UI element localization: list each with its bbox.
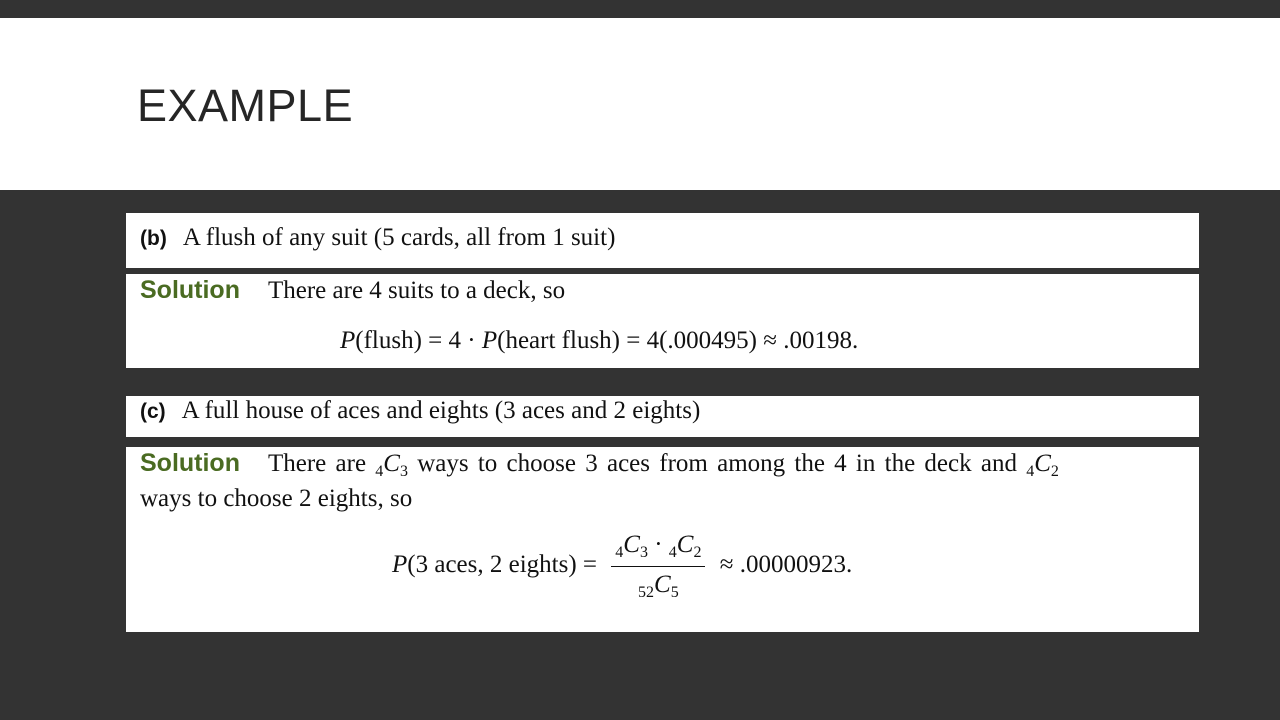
full-house-equation: P(3 aces, 2 eights) = $\frac{_4C_3 \cdot _4C_2}{_{52}C_5}$ ≈ .00000923. [392, 531, 853, 601]
top-bar [0, 0, 1280, 18]
part-c-question-box [126, 396, 1199, 437]
part-b-solution-box [126, 274, 1199, 368]
solution-text: There are 4 suits to a deck, so [267, 277, 566, 304]
flush-equation: P(flush) = 4 · P(heart flush) = 4(.000495) ≈ .00198. [340, 327, 859, 354]
slide-header [0, 18, 1280, 190]
solution-label: Solution [140, 449, 240, 477]
solution-text: Solution There are $_4C_3$ ways to choose 3 aces from among the 4 in the deck and $_4C_2$ [140, 449, 1059, 480]
question-text: A full house of aces and eights (3 aces and 2 eights) [181, 397, 701, 424]
part-label: (b) [140, 227, 167, 250]
question-text: A flush of any suit (5 cards, all from 1 suit) [182, 224, 616, 251]
solution-label: Solution [140, 276, 240, 304]
fraction: $\frac{_4C_3 \cdot _4C_2}{_{52}C_5}$ [611, 531, 705, 602]
part-c-solution-box [126, 447, 1199, 632]
solution-text-cont: ways to choose 2 eights, so [140, 485, 413, 512]
part-label: (c) [140, 400, 166, 423]
slide-title: EXAMPLE [137, 80, 354, 131]
part-b-question-box [126, 213, 1199, 268]
